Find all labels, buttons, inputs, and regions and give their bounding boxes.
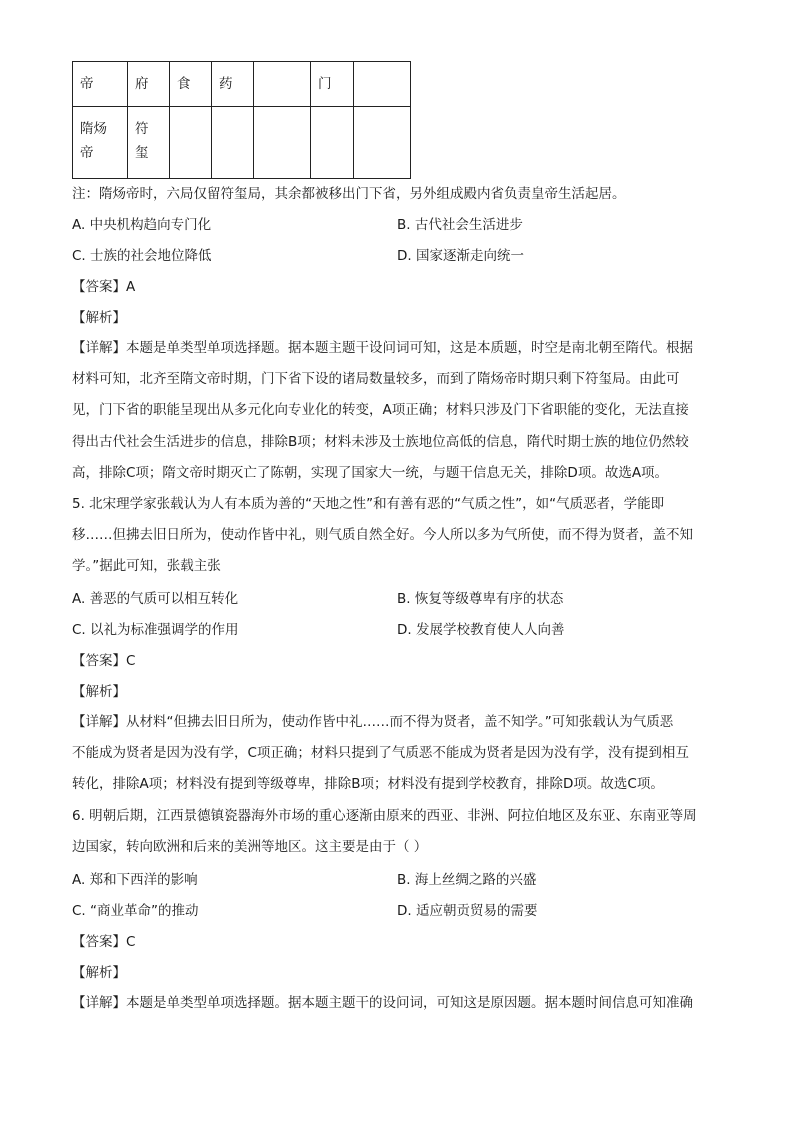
q4-option-c: C. 士族的社会地位降低 (72, 248, 212, 264)
table-cell (212, 107, 254, 179)
q4-option-a: A. 中央机构趋向专门化 (72, 217, 212, 233)
table-note: 注：隋炀帝时，六局仅留符玺局，其余都被移出门下省，另外组成殿内省负责皇帝生活起居。 (72, 186, 626, 202)
q4-detail-line: 得出古代社会生活进步的信息，排除B项；材料未涉及士族地位高低的信息，隋代时期士族的地位仍然较 (72, 433, 689, 450)
material-table (72, 61, 411, 179)
q6-detail (72, 988, 722, 1019)
q6-option-b: B. 海上丝绸之路的兴盛 (397, 872, 537, 888)
q4-detail-line: 高，排除C项；隋文帝时期灭亡了陈朝，实现了国家大一统，与题干信息无关，排除D项。故选A项。 (72, 464, 669, 481)
table-cell (311, 107, 354, 179)
table-cell (254, 62, 311, 107)
q5-analysis-heading: 【解析】 (72, 684, 126, 700)
q6-option-c: C. “商业革命”的推动 (72, 903, 199, 919)
table-cell (354, 107, 411, 179)
q5-option-d: D. 发展学校教育使人人向善 (397, 622, 565, 638)
q6-answer: 【答案】C (72, 934, 136, 950)
table-header-row (73, 62, 411, 107)
table-cell (170, 107, 212, 179)
q6-option-d: D. 适应朝贡贸易的需要 (397, 903, 538, 919)
q5-detail-line: 【详解】从材料“但拂去旧日所为，使动作皆中礼……而不得为贤者，盖不知学。”可知张载认为气质恶 (72, 714, 674, 730)
table-cell: 帝 (73, 62, 128, 107)
table-cell: 门 (311, 62, 354, 107)
q4-detail-line: 见，门下省的职能呈现出从多元化向专业化的转变，A项正确；材料只涉及门下省职能的变化，无法直接 (72, 402, 689, 419)
table-cell (254, 107, 311, 179)
q6-stem-line: 边国家，转向欧洲和后来的美洲等地区。这主要是由于（ ） (72, 839, 428, 856)
q5-detail-line: 转化，排除A项；材料没有提到等级尊卑，排除B项；材料没有提到学校教育，排除D项。故选C项。 (72, 776, 664, 793)
q5-stem-line: 学。”据此可知，张载主张 (72, 558, 221, 575)
q5-stem-line: 5. 北宋理学家张载认为人有本质为善的“天地之性”和有善有恶的“气质之性”，如“气质恶者，学能即 (72, 496, 665, 512)
table-cell: 隋炀 帝 (73, 107, 128, 179)
table-data-row (73, 107, 411, 179)
q6-stem-line: 6. 明朝后期，江西景德镇瓷器海外市场的重心逐渐由原来的西亚、非洲、阿拉伯地区及东亚、东南亚等周 (72, 808, 697, 824)
q4-detail (72, 333, 722, 489)
table-cell: 药 (212, 62, 254, 107)
q4-option-b: B. 古代社会生活进步 (397, 217, 523, 233)
q5-answer: 【答案】C (72, 653, 136, 669)
q4-answer: 【答案】A (72, 279, 136, 295)
q5-option-a: A. 善恶的气质可以相互转化 (72, 591, 239, 607)
q6-stem (72, 801, 722, 863)
q5-option-c: C. 以礼为标准强调学的作用 (72, 622, 239, 638)
q5-detail (72, 707, 722, 801)
q4-detail-line: 【详解】本题是单类型单项选择题。据本题主题干设问词可知，这是本质题，时空是南北朝至隋代。根据 (72, 340, 693, 356)
q5-stem (72, 489, 722, 583)
q6-analysis-heading: 【解析】 (72, 965, 126, 981)
table-cell (354, 62, 411, 107)
q6-option-a: A. 郑和下西洋的影响 (72, 872, 198, 888)
table-cell: 符 玺 (128, 107, 170, 179)
table-cell: 府 (128, 62, 170, 107)
q4-detail-line: 材料可知，北齐至隋文帝时期，门下省下设的诸局数量较多，而到了隋炀帝时期只剩下符玺局。由此可 (72, 371, 680, 388)
q4-option-d: D. 国家逐渐走向统一 (397, 248, 524, 264)
q5-option-b: B. 恢复等级尊卑有序的状态 (397, 591, 564, 607)
q5-stem-line: 移……但拂去旧日所为，使动作皆中礼，则气质自然全好。今人所以多为气所使，而不得为贤者，盖不知 (72, 527, 693, 544)
table-cell: 食 (170, 62, 212, 107)
q4-analysis-heading: 【解析】 (72, 310, 126, 326)
q6-detail-line: 【详解】本题是单类型单项选择题。据本题主题干的设问词，可知这是原因题。据本题时间信息可知准确 (72, 995, 693, 1011)
q5-detail-line: 不能成为贤者是因为没有学，C项正确；材料只提到了气质恶不能成为贤者是因为没有学，没有提到相互 (72, 745, 689, 762)
